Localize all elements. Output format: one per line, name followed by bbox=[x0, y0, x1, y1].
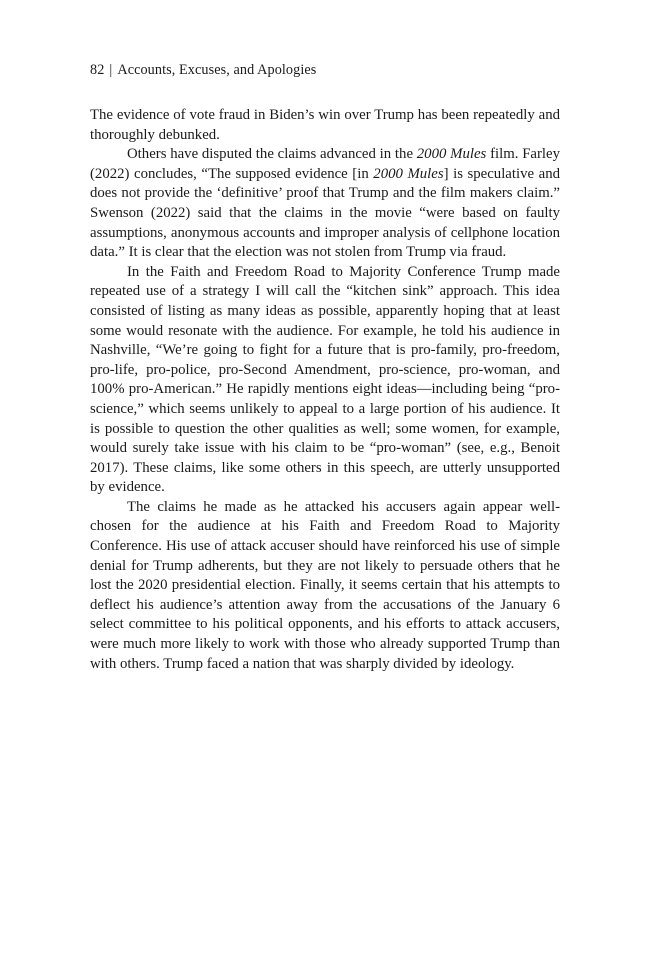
running-title: Accounts, Excuses, and Apologies bbox=[117, 62, 317, 78]
book-page bbox=[90, 60, 560, 674]
paragraph bbox=[90, 145, 560, 263]
text-run: ] is speculative and does not provide the ‘definitive’ proof that Trump and the film makers claim.” Swenson (2022) said that the claims in the movie “were based on faulty assumptions, anonymous accounts and improper analysis of cellphone location data.” It is clear that the election was not stolen from Trump via fraud. bbox=[90, 165, 560, 261]
italic-title: 2000 Mules bbox=[373, 165, 444, 182]
body-text bbox=[90, 106, 560, 674]
paragraph bbox=[90, 106, 560, 145]
italic-title: 2000 Mules bbox=[416, 146, 487, 163]
text-run: The claims he made as he attacked his accusers again appear well-chosen for the audience at his Faith and Freedom Road to Majority Conference. His use of attack accuser should have reinforced his use of simple denial for Trump adherents, but they are not likely to persuade others that he lost the 2020 presidential election. Finally, it seems certain that his attempts to deflect his audience’s attention away from the accusations of the January 6 select committee to his political opponents, and his efforts to attack accusers, were much more likely to work with those who already supported Trump than with others. Trump faced a nation that was sharply divided by ideology. bbox=[90, 498, 560, 672]
text-run: Others have disputed the claims advanced in the bbox=[127, 146, 417, 163]
text-run: The evidence of vote fraud in Biden’s win over Trump has been repeatedly and thoroughly debunked. bbox=[90, 107, 560, 143]
text-run: film. Farley (2022) concludes, “The supposed evidence [in bbox=[90, 146, 560, 182]
text-run: In the Faith and Freedom Road to Majority Conference Trump made repeated use of a strategy I will call the “kitchen sink” approach. This idea consisted of listing as many ideas as possible, apparently hoping that at least some would resonate with the audience. For example, he told his audience in Nashville, “We’re going to fight for a future that is pro-family, pro-freedom, pro-life, pro-police, pro-Second Amendment, pro-science, pro-woman, and 100% pro-American.” He rapidly mentions eight ideas—including being “pro-science,” which seems unlikely to appeal to a large portion of his audience. It is possible to question the other qualities as well; some women, for example, would surely take issue with his claim to be “pro-woman” (see, e.g., Benoit 2017). These claims, like some others in this speech, are utterly unsupported by evidence. bbox=[90, 263, 560, 496]
paragraph bbox=[90, 498, 560, 674]
paragraph bbox=[90, 263, 560, 498]
header-separator: | bbox=[109, 62, 113, 78]
running-head bbox=[90, 60, 560, 80]
page-number: 82 bbox=[90, 62, 105, 78]
